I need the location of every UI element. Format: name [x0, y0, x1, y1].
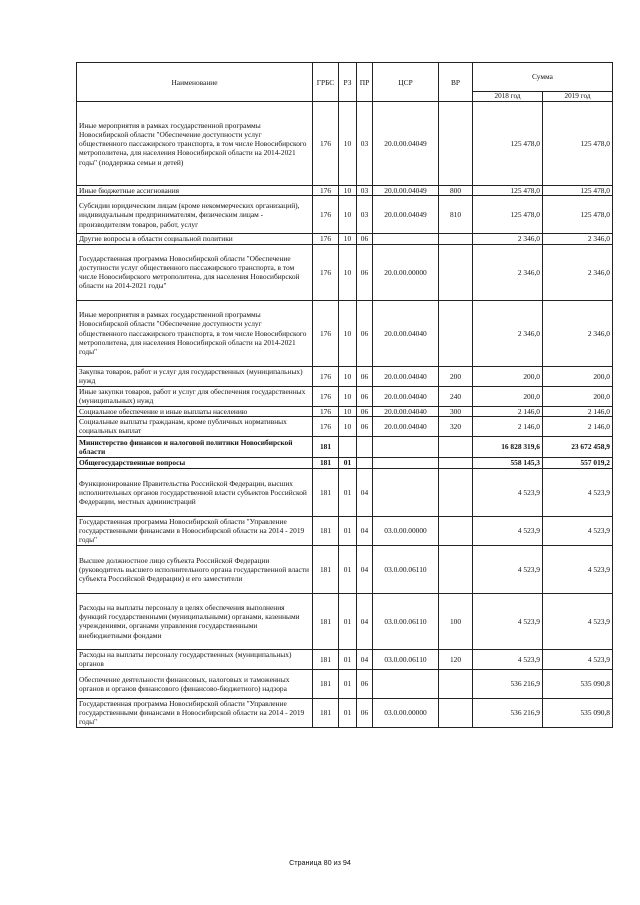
row-sum-2018: 16 828 319,6 — [473, 436, 543, 457]
row-sum-2019: 125 478,0 — [543, 186, 613, 196]
row-vr: 300 — [439, 406, 473, 416]
row-rz: 10 — [339, 102, 357, 186]
row-rz: 10 — [339, 234, 357, 244]
row-vr — [439, 244, 473, 300]
row-grbs: 176 — [313, 196, 339, 234]
row-sum-2019: 23 672 458,9 — [543, 436, 613, 457]
col-csr-header: ЦСР — [373, 63, 439, 102]
row-vr — [439, 234, 473, 244]
row-csr: 03.0.00.06110 — [373, 649, 439, 669]
col-rz-header: РЗ — [339, 63, 357, 102]
row-csr: 20.0.00.04049 — [373, 102, 439, 186]
row-rz: 01 — [339, 698, 357, 727]
col-pr-header: ПР — [357, 63, 373, 102]
row-grbs: 176 — [313, 366, 339, 386]
table-row — [77, 102, 613, 186]
table-row — [77, 593, 613, 649]
budget-table — [76, 62, 613, 728]
row-csr: 20.0.00.04040 — [373, 386, 439, 406]
row-sum-2019: 2 346,0 — [543, 234, 613, 244]
row-csr: 20.0.00.04040 — [373, 366, 439, 386]
row-vr — [439, 669, 473, 698]
row-vr — [439, 545, 473, 593]
row-sum-2018: 200,0 — [473, 366, 543, 386]
table-row — [77, 698, 613, 727]
row-rz: 10 — [339, 366, 357, 386]
row-name: Государственная программа Новосибирской области "Управление государственными финансами в Новосибирской области на 2014 - 2019 годы" — [77, 516, 313, 545]
row-name: Иные закупки товаров, работ и услуг для обеспечения государственных (муниципальных) нужд — [77, 386, 313, 406]
table-row — [77, 545, 613, 593]
row-sum-2018: 125 478,0 — [473, 196, 543, 234]
row-sum-2018: 4 523,9 — [473, 516, 543, 545]
row-sum-2018: 558 145,3 — [473, 457, 543, 468]
row-vr — [439, 698, 473, 727]
table-row — [77, 386, 613, 406]
row-sum-2019: 4 523,9 — [543, 516, 613, 545]
row-rz: 01 — [339, 593, 357, 649]
table-row — [77, 186, 613, 196]
row-csr — [373, 457, 439, 468]
row-grbs: 176 — [313, 234, 339, 244]
row-grbs: 181 — [313, 457, 339, 468]
row-csr: 20.0.00.04049 — [373, 186, 439, 196]
col-grbs-header: ГРБС — [313, 63, 339, 102]
row-csr: 20.0.00.04040 — [373, 406, 439, 416]
row-rz: 10 — [339, 196, 357, 234]
row-pr: 06 — [357, 366, 373, 386]
row-name: Социальное обеспечение и иные выплаты населению — [77, 406, 313, 416]
row-pr: 03 — [357, 186, 373, 196]
col-name-header: Наименование — [77, 63, 313, 102]
row-csr: 03.0.00.00000 — [373, 698, 439, 727]
row-csr: 20.0.00.04040 — [373, 416, 439, 436]
col-sum-header: Сумма — [473, 63, 613, 92]
row-name: Расходы на выплаты персоналу в целях обеспечения выполнения функций государственными (муниципальными) органами, казенными учреждениями, органами управления государственными внебюджетными фондами — [77, 593, 313, 649]
row-rz: 10 — [339, 186, 357, 196]
row-name: Другие вопросы в области социальной политики — [77, 234, 313, 244]
row-grbs: 176 — [313, 386, 339, 406]
row-rz: 10 — [339, 386, 357, 406]
row-rz: 01 — [339, 649, 357, 669]
row-pr: 04 — [357, 649, 373, 669]
row-rz — [339, 436, 357, 457]
row-grbs: 176 — [313, 300, 339, 366]
table-row — [77, 457, 613, 468]
row-name: Высшее должностное лицо субъекта Российской Федерации (руководитель высшего исполнительного органа государственной власти субъекта Российской Федерации) и его заместители — [77, 545, 313, 593]
table-row — [77, 468, 613, 516]
row-grbs: 176 — [313, 416, 339, 436]
row-name: Субсидии юридическим лицам (кроме некоммерческих организаций), индивидуальным предпринимателям, физическим лицам - производителям товаров, работ, услуг — [77, 196, 313, 234]
row-pr: 04 — [357, 516, 373, 545]
row-sum-2019: 2 146,0 — [543, 406, 613, 416]
budget-sheet — [76, 62, 612, 728]
row-vr — [439, 457, 473, 468]
table-row — [77, 516, 613, 545]
row-grbs: 181 — [313, 593, 339, 649]
row-grbs: 176 — [313, 406, 339, 416]
page-number: Страница 80 из 94 — [289, 858, 351, 867]
row-grbs: 176 — [313, 102, 339, 186]
col-vr-header: ВР — [439, 63, 473, 102]
row-sum-2019: 125 478,0 — [543, 196, 613, 234]
row-name: Общегосударственные вопросы — [77, 457, 313, 468]
table-row — [77, 649, 613, 669]
row-csr — [373, 468, 439, 516]
row-sum-2019: 2 346,0 — [543, 300, 613, 366]
row-name: Иные мероприятия в рамках государственной программы Новосибирской области "Обеспечение доступности услуг общественного пассажирского транспорта, в том числе Новосибирского метрополитена, для населения Новосибирской области на 2014-2021 годы" — [77, 300, 313, 366]
row-grbs: 181 — [313, 698, 339, 727]
row-name: Иные бюджетные ассигнования — [77, 186, 313, 196]
row-sum-2019: 557 019,2 — [543, 457, 613, 468]
row-sum-2018: 4 523,9 — [473, 545, 543, 593]
row-vr — [439, 102, 473, 186]
row-pr: 06 — [357, 669, 373, 698]
row-grbs: 181 — [313, 545, 339, 593]
row-vr — [439, 516, 473, 545]
row-pr: 06 — [357, 406, 373, 416]
row-rz: 01 — [339, 545, 357, 593]
row-name: Государственная программа Новосибирской области "Управление государственными финансами в Новосибирской области на 2014 - 2019 годы" — [77, 698, 313, 727]
row-sum-2018: 4 523,9 — [473, 593, 543, 649]
row-sum-2019: 2 146,0 — [543, 416, 613, 436]
row-csr — [373, 436, 439, 457]
row-vr: 200 — [439, 366, 473, 386]
row-rz: 10 — [339, 406, 357, 416]
row-name: Обеспечение деятельности финансовых, налоговых и таможенных органов и органов финансового (финансово-бюджетного) надзора — [77, 669, 313, 698]
row-pr: 06 — [357, 300, 373, 366]
row-pr — [357, 436, 373, 457]
row-pr: 06 — [357, 234, 373, 244]
row-csr: 03.0.00.06110 — [373, 593, 439, 649]
row-name: Государственная программа Новосибирской области "Обеспечение доступности услуг общественного пассажирского транспорта, в том числе Новосибирского метрополитена, для населения Новосибирской области на 2014-2021 годы" — [77, 244, 313, 300]
row-pr — [357, 457, 373, 468]
row-pr: 06 — [357, 244, 373, 300]
row-pr: 03 — [357, 196, 373, 234]
row-sum-2019: 535 090,8 — [543, 698, 613, 727]
row-sum-2018: 2 346,0 — [473, 244, 543, 300]
row-rz: 01 — [339, 468, 357, 516]
table-row — [77, 416, 613, 436]
row-pr: 06 — [357, 698, 373, 727]
row-pr: 06 — [357, 416, 373, 436]
row-sum-2018: 125 478,0 — [473, 102, 543, 186]
row-vr: 810 — [439, 196, 473, 234]
row-pr: 04 — [357, 468, 373, 516]
row-pr: 03 — [357, 102, 373, 186]
row-name: Закупка товаров, работ и услуг для государственных (муниципальных) нужд — [77, 366, 313, 386]
row-vr: 800 — [439, 186, 473, 196]
row-sum-2018: 2 346,0 — [473, 234, 543, 244]
row-sum-2019: 200,0 — [543, 386, 613, 406]
row-vr — [439, 468, 473, 516]
row-grbs: 181 — [313, 669, 339, 698]
row-name: Функционирование Правительства Российской Федерации, высших исполнительных органов государственной власти субъектов Российской Федерации, местных администраций — [77, 468, 313, 516]
row-csr: 20.0.00.04040 — [373, 300, 439, 366]
row-sum-2019: 4 523,9 — [543, 545, 613, 593]
table-row — [77, 406, 613, 416]
row-sum-2019: 4 523,9 — [543, 468, 613, 516]
row-pr: 04 — [357, 545, 373, 593]
table-row — [77, 669, 613, 698]
row-rz: 01 — [339, 457, 357, 468]
row-vr — [439, 436, 473, 457]
table-row — [77, 436, 613, 457]
row-vr: 120 — [439, 649, 473, 669]
row-sum-2018: 2 346,0 — [473, 300, 543, 366]
row-sum-2019: 4 523,9 — [543, 649, 613, 669]
row-rz: 10 — [339, 416, 357, 436]
row-vr: 240 — [439, 386, 473, 406]
row-vr: 100 — [439, 593, 473, 649]
row-name: Расходы на выплаты персоналу государственных (муниципальных) органов — [77, 649, 313, 669]
row-grbs: 181 — [313, 516, 339, 545]
table-body — [77, 102, 613, 728]
row-csr — [373, 669, 439, 698]
row-sum-2018: 4 523,9 — [473, 468, 543, 516]
row-grbs: 176 — [313, 244, 339, 300]
row-vr: 320 — [439, 416, 473, 436]
row-pr: 06 — [357, 386, 373, 406]
col-year1-header: 2018 год — [473, 92, 543, 102]
table-row — [77, 196, 613, 234]
row-sum-2018: 200,0 — [473, 386, 543, 406]
row-rz: 10 — [339, 244, 357, 300]
table-row — [77, 366, 613, 386]
row-sum-2019: 535 090,8 — [543, 669, 613, 698]
row-rz: 01 — [339, 669, 357, 698]
row-sum-2019: 4 523,9 — [543, 593, 613, 649]
row-sum-2018: 2 146,0 — [473, 406, 543, 416]
row-csr: 20.0.00.00000 — [373, 244, 439, 300]
col-year2-header: 2019 год — [543, 92, 613, 102]
row-sum-2018: 125 478,0 — [473, 186, 543, 196]
row-csr: 03.0.00.06110 — [373, 545, 439, 593]
table-row — [77, 234, 613, 244]
row-rz: 01 — [339, 516, 357, 545]
row-name: Социальные выплаты гражданам, кроме публичных нормативных социальных выплат — [77, 416, 313, 436]
row-name: Министерство финансов и налоговой политики Новосибирской области — [77, 436, 313, 457]
row-sum-2019: 200,0 — [543, 366, 613, 386]
row-grbs: 176 — [313, 186, 339, 196]
row-csr: 03.0.00.00000 — [373, 516, 439, 545]
row-vr — [439, 300, 473, 366]
row-sum-2019: 125 478,0 — [543, 102, 613, 186]
row-csr — [373, 234, 439, 244]
table-row — [77, 244, 613, 300]
row-grbs: 181 — [313, 649, 339, 669]
row-csr: 20.0.00.04049 — [373, 196, 439, 234]
row-pr: 04 — [357, 593, 373, 649]
table-row — [77, 300, 613, 366]
row-rz: 10 — [339, 300, 357, 366]
row-sum-2018: 536 216,9 — [473, 698, 543, 727]
row-sum-2018: 4 523,9 — [473, 649, 543, 669]
row-sum-2018: 536 216,9 — [473, 669, 543, 698]
row-name: Иные мероприятия в рамках государственной программы Новосибирской области "Обеспечение доступности услуг общественного пассажирского транспорта, в том числе Новосибирского метрополитена, для населения Новосибирской области на 2014-2021 годы" (поддержка семьи и детей) — [77, 102, 313, 186]
row-grbs: 181 — [313, 468, 339, 516]
row-sum-2019: 2 346,0 — [543, 244, 613, 300]
row-sum-2018: 2 146,0 — [473, 416, 543, 436]
row-grbs: 181 — [313, 436, 339, 457]
